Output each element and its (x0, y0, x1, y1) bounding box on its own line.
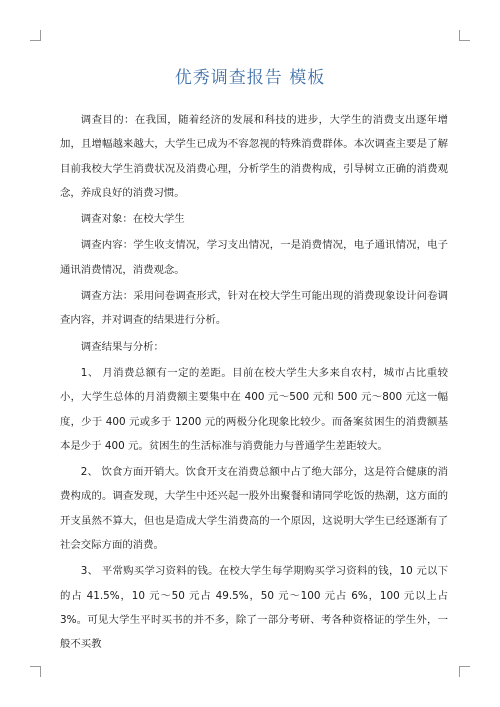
paragraph-content: 调查内容：学生收支情况，学习支出情况，一是消费情况，电子通讯情况，电子通讯消费情况，消费观念。 (60, 239, 448, 276)
paragraph-results-heading: 调查结果与分析： (80, 340, 164, 353)
paragraph-method: 调查方法：采用问卷调查形式，针对在校大学生可能出现的消费现象设计问卷调查内容，并对调查的结果进行分析。 (60, 290, 448, 327)
corner-mark-bottom-left (30, 666, 41, 677)
paragraph-finding-3: 3、 平常购买学习资料的钱。在校大学生每学期购买学习资料的钱，10 元以下的占 41.5%，10 元～50 元占 49.5%，50 元～100 元占 6%，100 元以上占 3%。可见大学生平时买书的并不多，除了一部分考研、考各种资格证的学生外，一般不买教 (60, 565, 448, 651)
paragraph-purpose: 调查目的：在我国，随着经济的发展和科技的进步，大学生的消费支出逐年增加，且增幅越来越大，大学生已成为不容忽视的特殊消费群体。本次调查主要是了解目前我校大学生消费状况及消费心理，分析学生的消费构成，引导树立正确的消费观念，养成良好的消费习惯。 (60, 114, 448, 199)
corner-mark-top-right (459, 30, 470, 41)
paragraph-subject: 调查对象：在校大学生 (80, 213, 185, 226)
corner-mark-bottom-right (459, 666, 470, 677)
document-title: 优秀调查报告 模板 (174, 68, 326, 88)
corner-mark-top-left (30, 30, 41, 41)
document-body (60, 108, 448, 659)
paragraph-finding-2: 2、 饮食方面开销大。饮食开支在消费总额中占了绝大部分，这是符合健康的消费构成的。调查发现，大学生中还兴起一股外出聚餐和请同学吃饭的热潮，这方面的开支虽然不算大，但也是造成大学生消费高的一个原因，这说明大学生已经逐渐有了社会交际方面的消费。 (60, 466, 448, 552)
paragraph-finding-1: 1、 月消费总额有一定的差距。目前在校大学生大多来自农村，城市占比重较小，大学生总体的月消费额主要集中在 400 元～500 元和 500 元～800 元这一幅度，少于 400 元或多于 1200 元的两极分化现象比较少。而备案贫困生的消费额基本是少于 400 元。贫困生的生活标准与消费能力与普通学生差距较大。 (60, 366, 448, 452)
